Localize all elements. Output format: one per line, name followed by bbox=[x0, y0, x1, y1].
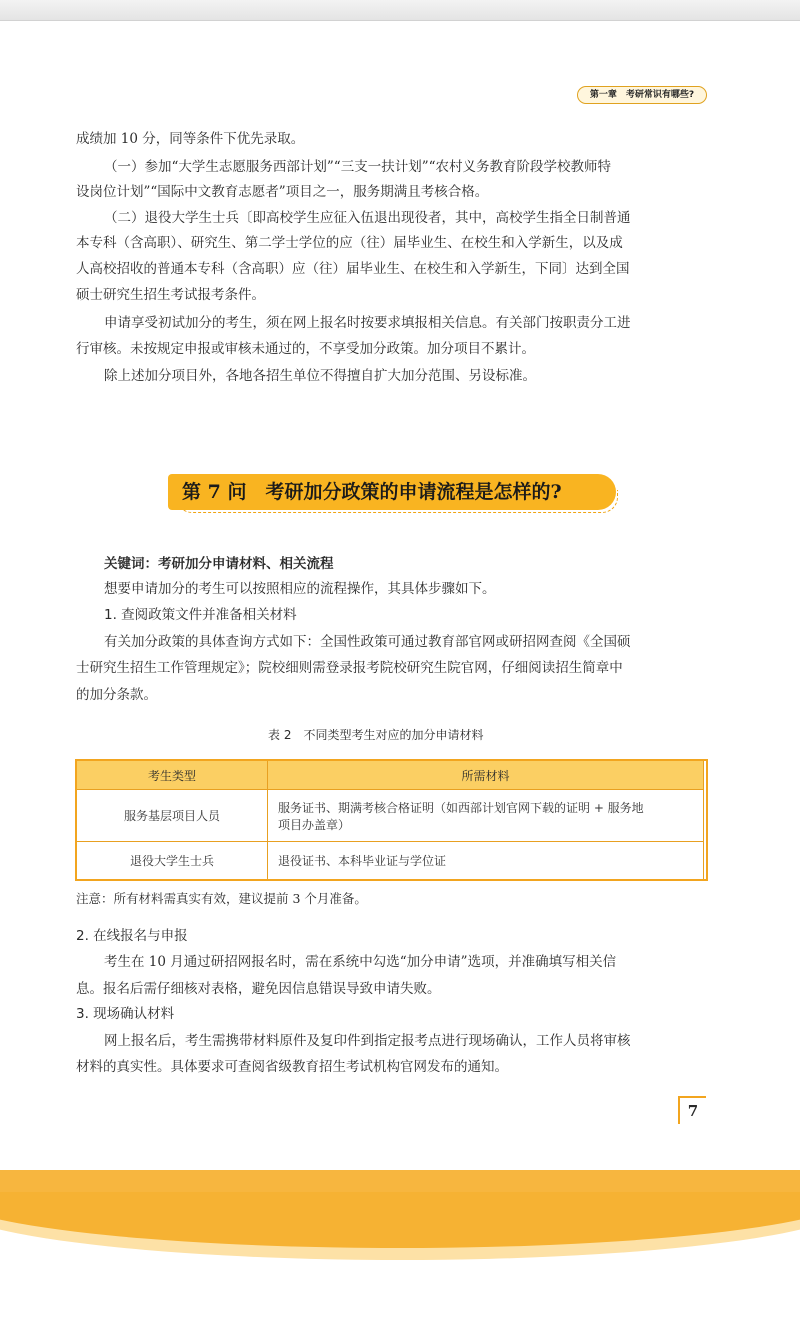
table-cell bbox=[268, 790, 704, 842]
text-line: 息。报名后需仔细核对表格，避免因信息错误导致申请失败。 bbox=[76, 981, 441, 997]
top-bar bbox=[0, 0, 800, 21]
table-cell: 服务基层项目人员 bbox=[77, 790, 268, 842]
text-line: （一）参加“大学生志愿服务西部计划”“三支一扶计划”“农村义务教育阶段学校教师特 bbox=[104, 159, 612, 175]
text-line: 成绩加 10 分，同等条件下优先录取。 bbox=[76, 131, 305, 147]
table-cell: 退役证书、本科毕业证与学位证 bbox=[268, 842, 704, 880]
table-row bbox=[77, 842, 704, 880]
text-line: 有关加分政策的具体查询方式如下：全国性政策可通过教育部官网或研招网查阅《全国硕 bbox=[104, 634, 631, 650]
text-line: 申请享受初试加分的考生，须在网上报名时按要求填报相关信息。有关部门按职责分工进 bbox=[104, 315, 631, 331]
table-header-cell: 考生类型 bbox=[77, 761, 268, 790]
text-line: 材料的真实性。具体要求可查阅省级教育招生考试机构官网发布的通知。 bbox=[76, 1059, 508, 1075]
table-cell: 退役大学生士兵 bbox=[77, 842, 268, 880]
keywords: 关键词：考研加分申请材料、相关流程 bbox=[104, 556, 334, 572]
note-text: 注意：所有材料需真实有效，建议提前 3 个月准备。 bbox=[76, 891, 367, 906]
text-line: 的加分条款。 bbox=[76, 687, 157, 703]
chapter-tag: 第一章 考研常识有哪些? bbox=[577, 86, 707, 104]
text-line: 除上述加分项目外，各地各招生单位不得擅自扩大加分范围、另设标准。 bbox=[104, 368, 536, 384]
text-line: 行审核。未按规定申报或审核未通过的，不享受加分政策。加分项目不累计。 bbox=[76, 341, 535, 357]
text-line: 士研究生招生工作管理规定》；院校细则需登录报考院校研究生院官网，仔细阅读招生简章中 bbox=[76, 660, 623, 676]
materials-table bbox=[76, 760, 704, 880]
table-caption: 表 2 不同类型考生对应的加分申请材料 bbox=[268, 728, 484, 742]
text-line: 考生在 10 月通过研招网报名时，需在系统中勾选“加分申请”选项，并准确填写相关信 bbox=[104, 954, 617, 970]
text-line: 硕士研究生招生考试报考条件。 bbox=[76, 287, 265, 303]
text-line: 本专科（含高职）、研究生、第二学士学位的应（往）届毕业生、在校生和入学新生，以及成 bbox=[76, 235, 623, 251]
text-line: （二）退役大学生士兵〔即高校学生应征入伍退出现役者，其中，高校学生指全日制普通 bbox=[104, 210, 631, 226]
table-header-row bbox=[77, 761, 704, 790]
step2-title: 2. 在线报名与申报 bbox=[76, 928, 188, 944]
table-header-cell: 所需材料 bbox=[268, 761, 704, 790]
cell-line: 服务证书、期满考核合格证明（如西部计划官网下载的证明 + 服务地 bbox=[278, 800, 644, 815]
step1-title: 1. 查阅政策文件并准备相关材料 bbox=[104, 607, 297, 623]
step3-title: 3. 现场确认材料 bbox=[76, 1006, 175, 1022]
text-line: 人高校招收的普通本专科（含高职）应（往）届毕业生、在校生和入学新生，下同〕达到全国 bbox=[76, 261, 630, 277]
text-line: 网上报名后，考生需携带材料原件及复印件到指定报考点进行现场确认，工作人员将审核 bbox=[104, 1033, 631, 1049]
cell-line: 项目办盖章） bbox=[278, 817, 351, 832]
text-line: 设岗位计划”“国际中文教育志愿者”项目之一，服务期满且考核合格。 bbox=[76, 184, 489, 200]
page-number: 7 bbox=[678, 1096, 706, 1124]
table-row bbox=[77, 790, 704, 842]
section-title: 第 7 问 考研加分政策的申请流程是怎样的? bbox=[182, 481, 562, 503]
section-heading bbox=[168, 474, 616, 520]
intro-text: 想要申请加分的考生可以按照相应的流程操作，其具体步骤如下。 bbox=[104, 581, 496, 597]
